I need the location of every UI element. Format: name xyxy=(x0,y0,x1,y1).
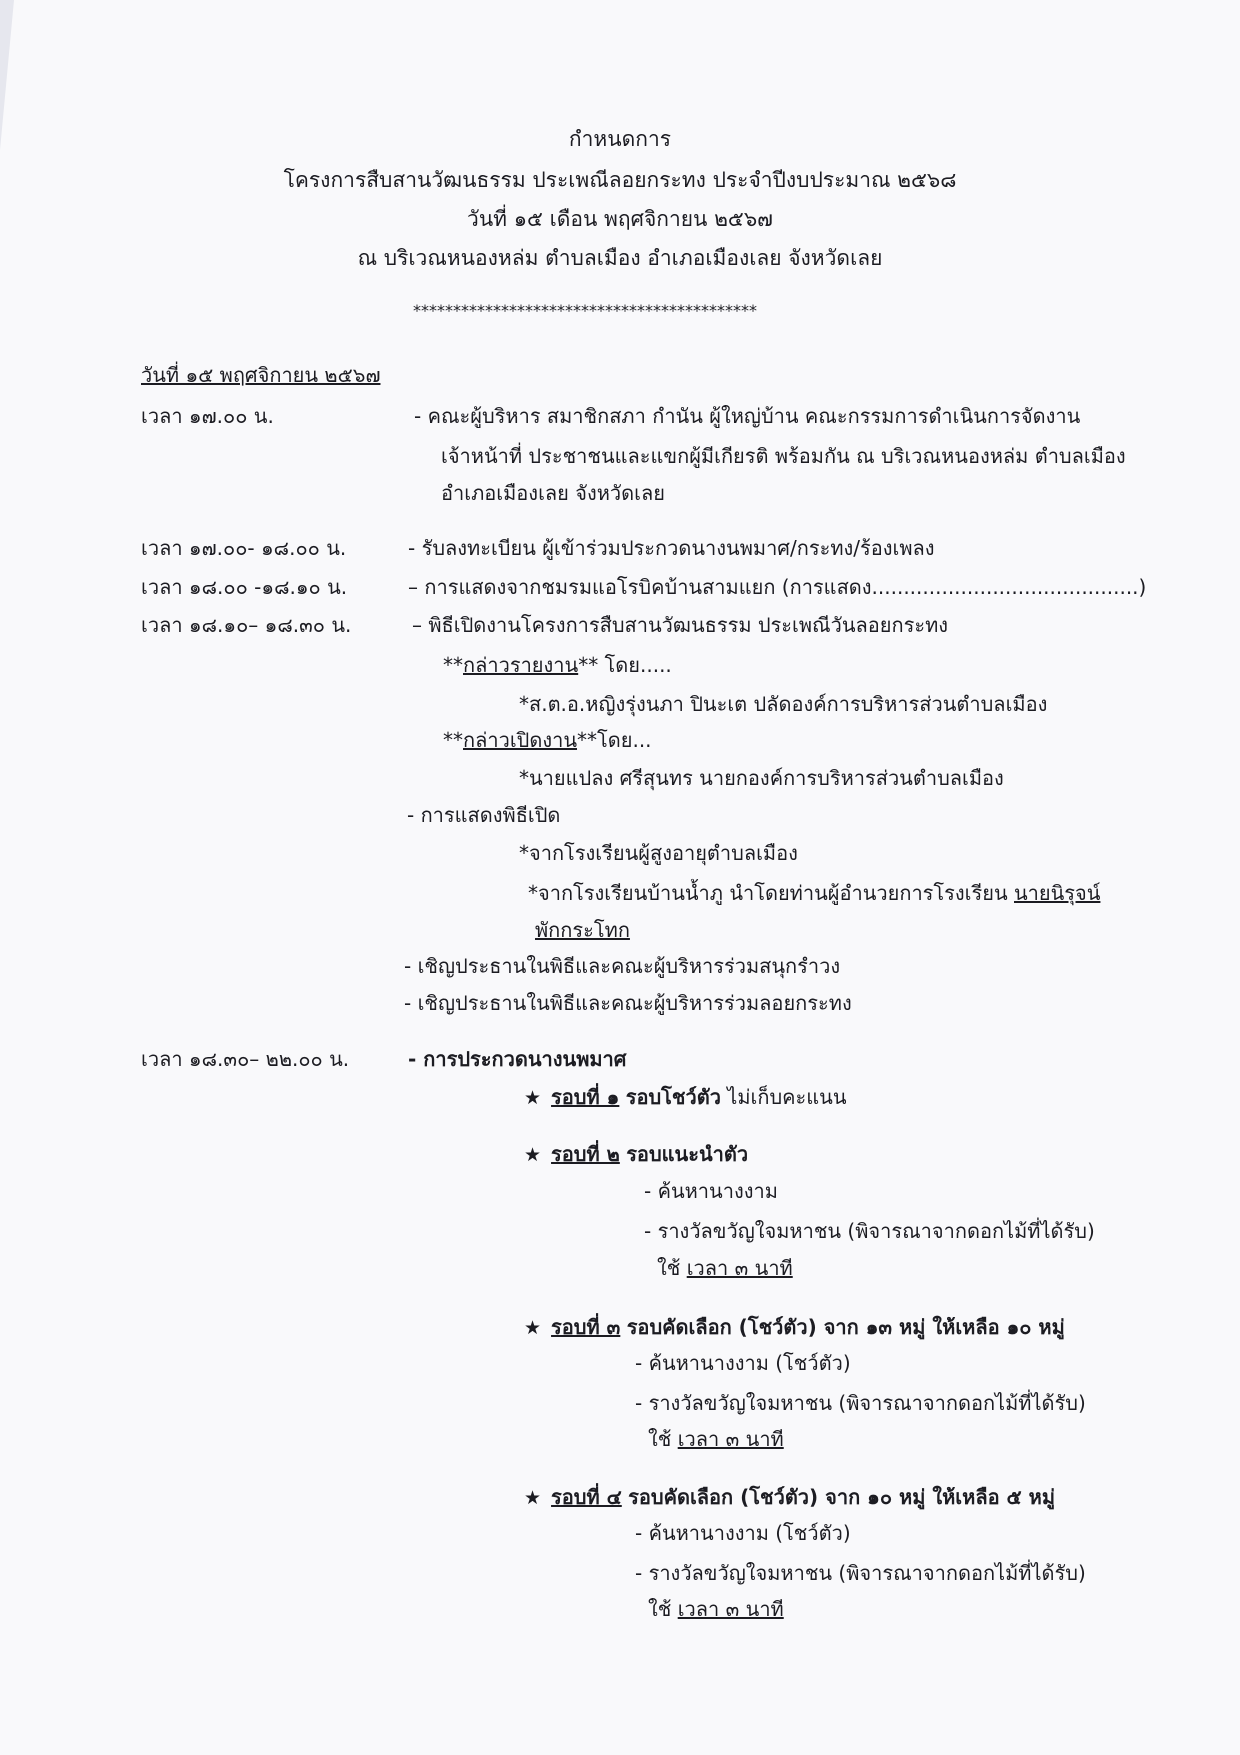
round-item: - รางวัลขวัญใจมหาชน (พิจารณาจากดอกไม้ที่ได้รับ) xyxy=(644,1219,1095,1243)
agenda-text: เจ้าหน้าที่ ประชาชนและแขกผู้มีเกียรติ พร้อมกัน ณ บริเวณหนองหล่ม ตำบลเมือง xyxy=(441,444,1126,468)
agenda-text: - การแสดงพิธีเปิด xyxy=(407,803,561,827)
time-label: เวลา ๑๗.๐๐ น. xyxy=(141,404,274,428)
doc-project-name: โครงการสืบสานวัฒนธรรม ประเพณีลอยกระทง ประจำปีงบประมาณ ๒๕๖๘ xyxy=(283,168,957,192)
opening-heading: **กล่าวเปิดงาน**โดย... xyxy=(443,728,652,752)
star-icon: ★ xyxy=(524,1144,542,1166)
round-item: - รางวัลขวัญใจมหาชน (พิจารณาจากดอกไม้ที่ได้รับ) xyxy=(635,1391,1086,1415)
reporter-name: *ส.ต.อ.หญิงรุ่งนภา ปินะเต ปลัดองค์การบริหารส่วนตำบลเมือง xyxy=(519,692,1048,716)
time-label: เวลา ๑๘.๑๐– ๑๘.๓๐ น. xyxy=(141,613,352,637)
agenda-text: - คณะผู้บริหาร สมาชิกสภา กำนัน ผู้ใหญ่บ้าน คณะกรรมการดำเนินการจัดงาน xyxy=(414,404,1081,428)
doc-location: ณ บริเวณหนองหล่ม ตำบลเมือง อำเภอเมืองเลย จังหวัดเลย xyxy=(357,246,883,270)
round-item: - ค้นหานางงาม (โชว์ตัว) xyxy=(635,1351,851,1375)
performer-line: *จากโรงเรียนผู้สูงอายุตำบลเมือง xyxy=(519,841,798,865)
agenda-text: อำเภอเมืองเลย จังหวัดเลย xyxy=(441,481,665,505)
round-time: ใช้ เวลา ๓ นาที xyxy=(648,1597,784,1621)
round-heading: ★ รอบที่ ๓ รอบคัดเลือก (โชว์ตัว) จาก ๑๓ หมู่ ให้เหลือ ๑๐ หมู่ xyxy=(524,1315,1065,1339)
performer-line: *จากโรงเรียนบ้านน้ำภู นำโดยท่านผู้อำนวยการโรงเรียน นายนิรุจน์ xyxy=(528,881,1101,905)
day-heading: วันที่ ๑๕ พฤศจิกายน ๒๕๖๗ xyxy=(141,363,381,387)
star-icon: ★ xyxy=(524,1487,542,1509)
doc-title: กำหนดการ xyxy=(568,127,672,151)
round-item: - ค้นหานางงาม (โชว์ตัว) xyxy=(635,1521,851,1545)
star-icon: ★ xyxy=(524,1087,542,1109)
round-time: ใช้ เวลา ๓ นาที xyxy=(648,1427,784,1451)
round-item: - รางวัลขวัญใจมหาชน (พิจารณาจากดอกไม้ที่ได้รับ) xyxy=(635,1561,1086,1585)
agenda-text: - เชิญประธานในพิธีและคณะผู้บริหารร่วมลอยกระทง xyxy=(404,991,852,1015)
agenda-text: - การประกวดนางนพมาศ xyxy=(408,1047,627,1071)
agenda-text: – พิธีเปิดงานโครงการสืบสานวัฒนธรรม ประเพณีวันลอยกระทง xyxy=(412,613,949,637)
round-time: ใช้ เวลา ๓ นาที xyxy=(657,1256,793,1280)
round-heading: ★ รอบที่ ๑ รอบโชว์ตัว ไม่เก็บคะแนน xyxy=(524,1085,847,1109)
time-label: เวลา ๑๘.๐๐ -๑๘.๑๐ น. xyxy=(141,575,348,599)
doc-date: วันที่ ๑๕ เดือน พฤศจิกายน ๒๕๖๗ xyxy=(467,207,773,231)
time-label: เวลา ๑๗.๐๐- ๑๘.๐๐ น. xyxy=(141,536,347,560)
round-heading: ★ รอบที่ ๒ รอบแนะนำตัว xyxy=(524,1142,749,1166)
agenda-text: - รับลงทะเบียน ผู้เข้าร่วมประกวดนางนพมาศ/กระทง/ร้องเพลง xyxy=(408,536,935,560)
report-heading: **กล่าวรายงาน** โดย..... xyxy=(443,653,672,677)
agenda-text: – การแสดงจากชมรมแอโรบิคบ้านสามแยก (การแสดง..........................................) xyxy=(408,575,1147,599)
opener-name: *นายแปลง ศรีสุนทร นายกองค์การบริหารส่วนตำบลเมือง xyxy=(519,766,1004,790)
agenda-text: - เชิญประธานในพิธีและคณะผู้บริหารร่วมสนุกรำวง xyxy=(404,954,841,978)
round-heading: ★ รอบที่ ๔ รอบคัดเลือก (โชว์ตัว) จาก ๑๐ หมู่ ให้เหลือ ๕ หมู่ xyxy=(524,1485,1056,1509)
separator-line: ******************************************* xyxy=(413,301,757,320)
round-item: - ค้นหานางงาม xyxy=(644,1179,778,1203)
performer-name-cont: พักกระโทก xyxy=(535,918,630,942)
star-icon: ★ xyxy=(524,1317,542,1339)
time-label: เวลา ๑๘.๓๐– ๒๒.๐๐ น. xyxy=(141,1047,350,1071)
